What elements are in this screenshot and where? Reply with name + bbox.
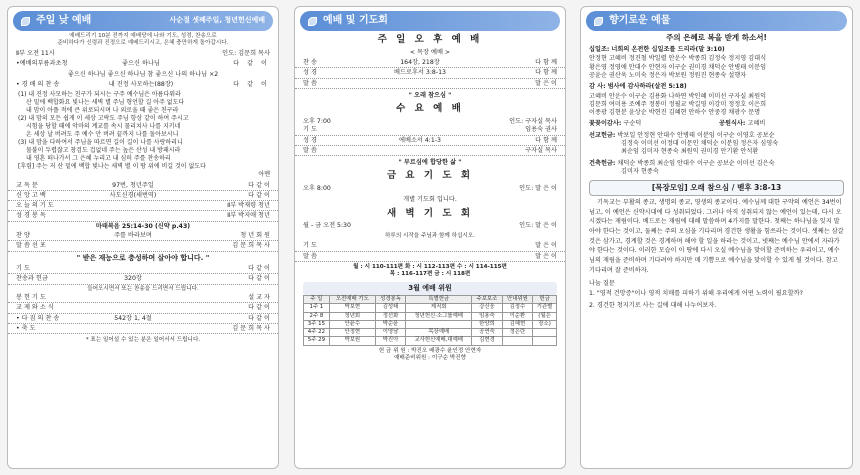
order-row xyxy=(8,212,278,221)
order-label: 기 도 xyxy=(303,126,317,134)
order-leader: 말 은 이 xyxy=(535,242,557,250)
order-row xyxy=(295,80,565,89)
service-time: 월 - 금 오전 5:30 xyxy=(303,222,351,230)
footnote: * 표는 일어설 수 있는 분은 일어서서 드립니다. xyxy=(85,337,201,344)
service-leader: 인도: 김문희 목사 xyxy=(222,49,270,57)
order-row xyxy=(8,242,278,251)
panel-subtitle: 주의 은혜로 복을 받게 하소서! xyxy=(666,33,767,42)
order-row xyxy=(295,69,565,78)
order-leader: 다 같 이 xyxy=(248,275,270,283)
offering-label: 공원식사: xyxy=(719,120,746,128)
order-label: 봉 헌 기 도 xyxy=(16,294,46,302)
hymn-line: 내 맘이 아플 적에 큰 위로되시며 나 외로울 때 좋은 친구라 xyxy=(26,107,179,115)
table-cell: 1주 1 xyxy=(304,304,330,312)
order-row xyxy=(8,325,278,334)
table-header: 주보보조 xyxy=(472,296,502,304)
order-item xyxy=(76,304,190,312)
order-leader: 청 년 회 원 xyxy=(240,231,270,239)
hymn-lyrics xyxy=(8,91,278,179)
order-row xyxy=(295,253,565,262)
panel-subtitle: 사순절 셋째주일, 청년헌신예배 xyxy=(169,16,265,25)
order-leader: 다 같 이 xyxy=(248,264,270,272)
order-row xyxy=(295,126,565,135)
donor-names: 김문희 여미용 조예주 정봉미 정필교 박길영 이강미 정정호 이은희 xyxy=(589,100,767,108)
readings: 월 : 시 110-111편 화 : 시 112-113편 수 : 시 114-115편 xyxy=(353,263,507,270)
panel-title: 예배 및 기도회 xyxy=(323,15,388,27)
order-label: 말 씀 xyxy=(303,79,317,87)
hymn-line: 물불이 두렵잖고 창검도 겁없네 주는 높은 산성 내 방패시라 xyxy=(26,147,181,155)
table-cell: 공연숙 xyxy=(472,329,502,337)
table-cell: 장소) xyxy=(533,320,557,328)
table-cell: 2주 8 xyxy=(304,312,330,320)
order-label: 말 씀 선 포 xyxy=(16,242,46,250)
readings: 목 : 116-117편 금 : 시 118편 xyxy=(389,271,471,278)
table-row xyxy=(304,312,557,320)
order-item xyxy=(76,202,190,210)
order-label: 말 씀 xyxy=(303,252,317,260)
intro-line: 준비하다가 신령과 진정으로 예배드리시고, 은혜 충만하게 돌아갑시다. xyxy=(57,40,229,47)
order-leader: 다 같 이 xyxy=(248,181,270,189)
order-item xyxy=(363,80,477,88)
hymn-line: (1) 내 진정 사모하는 친구가 되시는 구주 예수님은 아름다워라 xyxy=(18,91,181,99)
table-cell xyxy=(406,320,472,328)
question: 1. "영적 건망증"이나 영적 치매를 피하기 위해 우리에게 어떤 노력이 필요할까? xyxy=(589,290,803,298)
order-leader: 다 같 이 xyxy=(233,60,270,68)
table-header: 오전예배 기도 xyxy=(329,296,375,304)
order-row xyxy=(8,275,278,284)
table-header: 헌금 xyxy=(533,296,557,304)
panel-title: 향기로운 예물 xyxy=(609,15,671,27)
note: 개별 기도회 입니다. xyxy=(403,196,457,204)
order-leader: 설 교 자 xyxy=(248,294,270,302)
table-cell: 김성태 xyxy=(375,304,405,312)
sermon-title: " 부르심에 합당한 삶 " xyxy=(398,159,462,167)
small-group-title: [목장모임] 오래 참으심 / 벧후 3:8-13 xyxy=(589,180,844,196)
order-leader: 다 함 께 xyxy=(535,69,557,77)
service-leader: 인도: 말 은 이 xyxy=(519,185,557,193)
table-cell: 목장예배 xyxy=(406,329,472,337)
donor-names: 김정숙 이미선 이정대 이문인 채덕순 이분임 정은자 심영숙 xyxy=(621,140,779,148)
table-row xyxy=(304,304,557,312)
service-time: Ⅱ부 오전 11시 xyxy=(16,49,55,57)
offering-label: 감 사: xyxy=(589,83,606,91)
order-label: 성 경 봉 독 xyxy=(16,212,46,220)
offerings-panel xyxy=(580,6,853,469)
donor-names: 구순덕 xyxy=(623,120,642,128)
order-item xyxy=(76,265,190,273)
committee-title: 3월 예배 위원 xyxy=(303,282,557,295)
service-leader: 인도: 구자실 목사 xyxy=(509,117,557,125)
hymn-line: 온 세상 날 버려도 주 예수 안 버려 끝까지 나를 돌아보시니 xyxy=(26,131,179,139)
table-cell: 임용숙 xyxy=(472,312,502,320)
offering-label: 선교헌금: xyxy=(589,131,616,139)
offering-label: 십일조: xyxy=(589,46,610,54)
order-item: 에베소서 4:1-3 xyxy=(398,136,441,144)
donor-names: 고혜비 xyxy=(747,120,766,128)
order-row xyxy=(8,182,278,191)
panel-header xyxy=(13,11,273,31)
order-leader: 다 같 이 xyxy=(248,191,270,199)
table-row xyxy=(304,337,557,345)
order-item: 베드로후서 3:8-13 xyxy=(394,69,446,77)
order-row xyxy=(8,232,278,241)
order-label: 찬송과 헌금 xyxy=(16,275,48,283)
committee-note: 예배준비위원 : 이구순 박진향 xyxy=(393,355,467,362)
hymn-line: 시험을 당할 때에 악마의 계교를 속시 물리치사 나를 지키네 xyxy=(26,123,181,131)
offering-verse: 너희의 온전한 십일조를 드리라(말 3:10) xyxy=(611,46,725,54)
order-label: • 다 짐 의 찬 송 xyxy=(16,314,60,322)
order-row xyxy=(8,192,278,201)
table-cell: 3주 15 xyxy=(304,320,330,328)
order-row xyxy=(295,59,565,68)
table-cell: 안정현 xyxy=(329,329,375,337)
order-leader: 다 같 이 xyxy=(248,314,270,322)
intro-line: 예배드리기 10분 전까지 예배당에 나와 기도, 성경, 찬송으로 xyxy=(69,33,217,39)
order-item: 좋으신 하나님 xyxy=(122,60,160,68)
order-item xyxy=(363,242,477,250)
order-label: 성 경 xyxy=(303,136,317,144)
order-label: • 축 도 xyxy=(16,324,36,332)
table-cell: 제직회 xyxy=(406,304,472,312)
order-label: •예배의부름과초청 xyxy=(16,60,68,68)
sermon-title: " 오래 참으심 " xyxy=(408,91,452,99)
hymn-line: [후렴] 주는 저 산 밑에 백합 빛나는 새벽 별 이 땅 위에 비길 것이 없도다 xyxy=(18,163,206,171)
order-item xyxy=(76,212,190,220)
table-header: 특별헌금 xyxy=(406,296,472,304)
services-panel xyxy=(294,6,566,469)
panel-header xyxy=(300,11,560,31)
order-row xyxy=(8,202,278,211)
order-leader: 김 문 희 목 사 xyxy=(232,242,270,250)
service-leader: 인도: 말 은 이 xyxy=(519,222,557,230)
donor-names: 채덕순 박종희 최순임 안대수 이구순 공보순 이미선 김은숙 xyxy=(617,159,775,167)
order-item xyxy=(76,325,190,333)
order-label: 찬 양 xyxy=(16,231,30,239)
donor-names: 황은영 정영애 안대수 안현자 이구순 권미경 채덕순 안병태 이분임 xyxy=(589,63,767,71)
committee-table xyxy=(303,295,557,345)
worship-order-panel xyxy=(7,6,279,469)
order-item: 542장 1, 4절 xyxy=(114,314,152,322)
table-cell: 김혜현 xyxy=(502,320,532,328)
order-leader: Ⅱ부 박재령 청년 xyxy=(227,202,270,210)
order-label: 기 도 xyxy=(303,242,317,250)
order-row xyxy=(295,137,565,146)
order-label: 오 늘 의 기 도 xyxy=(16,202,54,210)
table-cell: 강신웅 xyxy=(472,304,502,312)
order-label: 성 경 xyxy=(303,69,317,77)
table-cell: 5주 29 xyxy=(304,337,330,345)
order-leader: 다 같 이 xyxy=(233,80,270,88)
section-title: 수 요 예 배 xyxy=(396,103,464,115)
order-label: 기 도 xyxy=(16,264,30,272)
order-item xyxy=(363,126,477,134)
amen: 아멘 xyxy=(258,171,270,179)
table-cell: (월은 xyxy=(533,312,557,320)
table-cell: 청년회 xyxy=(329,312,375,320)
devotional-text: 기독교는 부활의 종교, 생명의 종교, 영생의 종교이다. 예수님께 대한 구약의 예언은 34번이 넘고, 이 예언은 신약시대에 다 성취되었다. 그러나 아직 성취되지 않는 예언이 있는데, 다시 오시겠다는 재림이다. 베드로는 재림에 대해 말씀하며 4가지를 말한다. 첫째는 하나님을 잊지 말아야 한다는 것이고, 둘째는 주의 오심을 기다리며 경건한 생활을 힘쓰라는 것이다. 셋째는 삼갈 것은 삼가고, 경계할 것은 경계하며 해야 할 일을 하라는 것이고, 넷째는 예수님 안에서 자라가야 한다는 것이다. 이러한 모습이 이 땅에 다시 오실 예수님을 맞이할 준비하는 우리이고, 예수님의 재림을 준비하며 기다려야 하지만 매 기쁨으로 예수님을 맞이할 수 있게 될 것이다. 참고 기다리며 잘 준비하자. xyxy=(589,199,844,274)
section-title: 주 일 오 후 예 배 xyxy=(377,34,483,45)
order-leader: 말 은 이 xyxy=(535,79,557,87)
order-item: 320장 xyxy=(124,275,142,283)
donor-names: 안정현 고혜비 정진철 박일렬 안운수 박종희 김정숙 정지영 김대식 xyxy=(589,55,767,63)
offering-label: 건축헌금: xyxy=(589,159,616,167)
question: 2. 경건한 청지기로 사는 길에 대해 나누어보자. xyxy=(589,301,717,309)
section-title: 금 요 기 도 회 xyxy=(386,170,474,182)
hymn-line: (3) 내 맘을 다하여서 주님을 따르면 길이 길이 나를 사랑하리니 xyxy=(18,139,183,147)
order-item xyxy=(76,242,190,250)
offering-verse: 범사에 감사하라(살전 5:18) xyxy=(607,83,687,91)
order-item xyxy=(363,253,477,261)
order-leader: 김 문 희 목 사 xyxy=(232,324,270,332)
table-row xyxy=(304,329,557,337)
order-row xyxy=(8,294,278,303)
order-leader: 다 함 께 xyxy=(535,136,557,144)
committee-note: 헌 금 위 원 : 박진오 배광수 윤인정 안현자 xyxy=(378,347,482,354)
table-header: 성경봉독 xyxy=(375,296,405,304)
table-cell: 박순윤 xyxy=(375,320,405,328)
order-item: 주를 바라보며 xyxy=(114,231,152,239)
table-header: 주 일 xyxy=(304,296,330,304)
leaf-icon xyxy=(21,17,30,26)
order-row xyxy=(295,242,565,251)
table-cell: 교사헌신예배,대예배 xyxy=(406,337,472,345)
order-label: 신 앙 고 백 xyxy=(16,191,46,199)
order-row xyxy=(8,265,278,274)
table-cell: 정은란 xyxy=(502,329,532,337)
order-item: 내 진정 사모하는(88장) xyxy=(108,80,174,88)
section-title: 새 벽 기 도 회 xyxy=(386,207,474,219)
table-cell: 기관별 xyxy=(533,304,557,312)
table-cell: 이순환 xyxy=(502,312,532,320)
table-cell: 김정수 xyxy=(502,304,532,312)
hymn-line: (2) 내 맘의 모든 쉽게 이 세상 고락도 주님 항상 같이 하여 주시고 xyxy=(18,115,189,123)
order-item: 사도신경(새번역) xyxy=(109,191,157,199)
table-cell: 한양희 xyxy=(472,320,502,328)
table-cell: 김현경 xyxy=(472,337,502,345)
table-cell: 안윤수 xyxy=(329,320,375,328)
hymn-line: 내 영혼 떠나가서 그 은혜 누리고 내 심히 주를 찬송하리 xyxy=(26,155,171,163)
table-cell xyxy=(502,337,532,345)
offering-label: 꽃꽂이감사: xyxy=(589,120,622,128)
table-cell: 박보현 xyxy=(329,304,375,312)
donor-names: 공윤순 권산욱 노미숙 정은자 박보원 정원진 현종숙 설행자 xyxy=(589,71,747,79)
donor-names: 김미자 현종숙 xyxy=(621,167,659,175)
hymn-line: 산 밑에 백합화요 빛나는 새벽 별 주님 형언할 길 아주 없도다 xyxy=(26,99,185,107)
order-leader: 말 은 이 xyxy=(535,252,557,260)
order-item: 97번, 청년주일 xyxy=(112,181,154,189)
order-leader: 구자실 목사 xyxy=(525,146,557,154)
scripture-ref: 마태복음 25:14-30 (신약 p.43) xyxy=(95,222,191,230)
table-cell: 4주 22 xyxy=(304,329,330,337)
table-row xyxy=(304,320,557,328)
table-cell xyxy=(533,329,557,337)
order-label: 교 독 문 xyxy=(16,181,38,189)
table-cell: 박보원 xyxy=(329,337,375,345)
table-cell: 정선화 xyxy=(375,312,405,320)
panel-title: 주일 낮 예배 xyxy=(36,15,92,27)
order-leader: 다 같 이 xyxy=(248,304,270,312)
service-time: 오후 8:00 xyxy=(303,185,331,193)
order-label: 말 씀 xyxy=(303,146,317,154)
order-item: 164장, 218장 xyxy=(400,59,440,67)
leaf-icon xyxy=(308,17,317,26)
sermon-title: " 받은 재능으로 충성하며 살아야 합니다. " xyxy=(76,253,210,262)
table-cell: 박진아 xyxy=(375,337,405,345)
order-label: 찬 송 xyxy=(303,59,317,67)
order-label: 교 제 와 소 식 xyxy=(16,304,54,312)
order-row xyxy=(8,304,278,313)
order-row xyxy=(295,147,565,156)
note: 하루의 시작을 주님과 함께 하십시오. xyxy=(385,232,475,239)
table-cell: 청년헌신·소그룹예배 xyxy=(406,312,472,320)
donor-names: 박보일 안정현 안대수 안병태 이분임 이구순 이영호 공보순 xyxy=(617,131,775,139)
order-leader: 다 함 께 xyxy=(535,59,557,67)
table-header: 안내위원 xyxy=(502,296,532,304)
donor-names: 최순임 김미자 현종숙 최원익 권미경 안기환 안석환 xyxy=(621,148,759,156)
service-time: 오후 7:00 xyxy=(303,117,331,125)
order-item xyxy=(363,147,477,155)
order-item xyxy=(76,294,190,302)
donor-names: 이종광 김현분 윤상순 박현진 김혜현 안하수 안중경 채광수 문명 xyxy=(589,109,761,117)
panel-header xyxy=(586,11,847,31)
donor-names: 고혜비 안운수 이구순 김용화 나하연 박인혜 이미선 구자실 최원익 xyxy=(589,92,767,100)
order-row xyxy=(8,315,278,324)
order-label: • 경 배 의 찬 송 xyxy=(16,80,60,88)
order-leader: Ⅱ부 박지애 청년 xyxy=(227,212,270,220)
table-cell xyxy=(533,337,557,345)
table-cell: 이영남 xyxy=(375,329,405,337)
offering-note: 들어오시면서 또는 찬송을 드리면서 드립니다. xyxy=(87,285,199,292)
section-subtitle: < 목장 예배 > xyxy=(409,48,451,56)
order-leader: 임용숙 권사 xyxy=(525,126,557,134)
questions-title: 나눔 질문 xyxy=(589,280,615,288)
song-lyrics: 좋으신 하나님 좋으신 하나님 참 좋으신 나의 하나님 ×2 xyxy=(67,70,219,78)
leaf-icon xyxy=(594,17,603,26)
